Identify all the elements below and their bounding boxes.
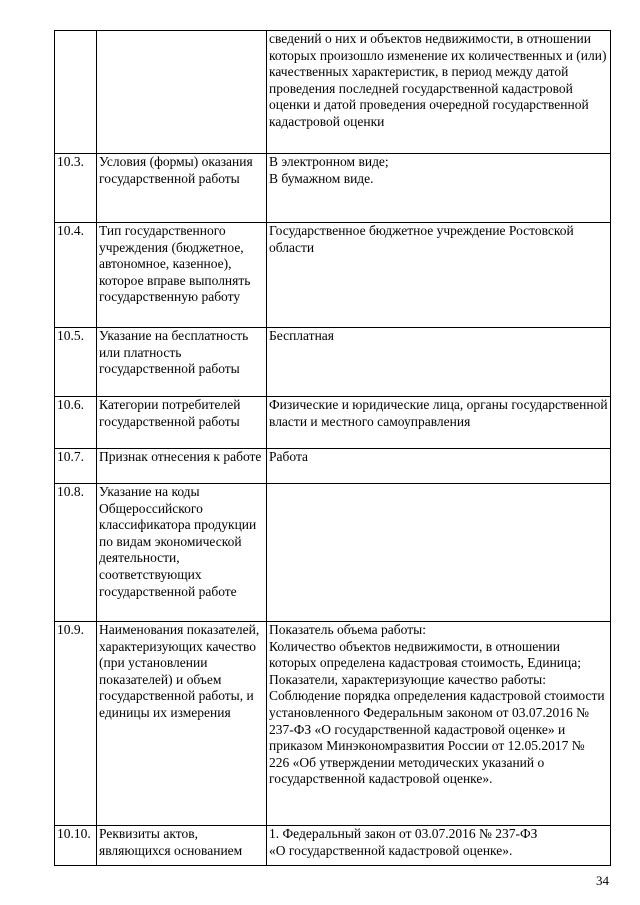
row-number: 10.10. bbox=[55, 826, 97, 866]
row-value bbox=[267, 826, 611, 866]
table-row bbox=[55, 826, 611, 866]
row-number: 10.7. bbox=[55, 449, 97, 484]
value-line: «О государственной кадастровой оценке». bbox=[269, 842, 513, 858]
value-line: Количество объектов недвижимости, в отношении которых определена кадастровая стоимость, Единица; Показатели, характеризующие качество работы: bbox=[269, 638, 581, 687]
table-row bbox=[55, 397, 611, 449]
row-value bbox=[267, 622, 611, 826]
table-row bbox=[55, 622, 611, 826]
value-line: 1. Федеральный закон от 03.07.2016 № 237-ФЗ bbox=[269, 826, 538, 841]
row-number: 10.8. bbox=[55, 484, 97, 622]
value-line: Показатель объема работы: bbox=[269, 622, 426, 637]
row-number: 10.5. bbox=[55, 328, 97, 397]
row-name: Условия (формы) оказания государственной работы bbox=[97, 154, 267, 223]
row-number bbox=[55, 31, 97, 154]
table-row bbox=[55, 223, 611, 328]
row-number: 10.3. bbox=[55, 154, 97, 223]
value-line: В бумажном виде. bbox=[269, 170, 374, 186]
row-value: Бесплатная bbox=[267, 328, 611, 397]
row-name: Указание на коды Общероссийского классификатора продукции по видам экономической деятельности, соответствующих государственной работе bbox=[97, 484, 267, 622]
row-number: 10.4. bbox=[55, 223, 97, 328]
row-name: Тип государственного учреждения (бюджетное, автономное, казенное), которое вправе выполнять государственную работу bbox=[97, 223, 267, 328]
row-name bbox=[97, 31, 267, 154]
row-value bbox=[267, 154, 611, 223]
row-value bbox=[267, 484, 611, 622]
table-row bbox=[55, 484, 611, 622]
row-value: Государственное бюджетное учреждение Ростовской области bbox=[267, 223, 611, 328]
table-row bbox=[55, 31, 611, 154]
row-name: Категории потребителей государственной работы bbox=[97, 397, 267, 449]
value-line: Соблюдение порядка определения кадастровой стоимости установленного Федеральным законом от 03.07.2016 № 237-ФЗ «О государственной кадастровой оценке» и приказом Минэкономразвития России от 12.05.2017 № 226 «Об утверждении методических указаний о государственной кадастровой оценке». bbox=[269, 688, 605, 787]
row-value: Работа bbox=[267, 449, 611, 484]
table-row bbox=[55, 449, 611, 484]
table-row bbox=[55, 328, 611, 397]
row-name: Реквизиты актов, являющихся основанием bbox=[97, 826, 267, 866]
row-name: Признак отнесения к работе bbox=[97, 449, 267, 484]
page-number: 34 bbox=[596, 873, 609, 888]
table-row bbox=[55, 154, 611, 223]
row-number: 10.6. bbox=[55, 397, 97, 449]
row-value: Физические и юридические лица, органы государственной власти и местного самоуправления bbox=[267, 397, 611, 449]
row-name: Указание на бесплатность или платность государственной работы bbox=[97, 328, 267, 397]
row-number: 10.9. bbox=[55, 622, 97, 826]
value-line: В электронном виде; bbox=[269, 154, 389, 169]
document-table bbox=[54, 30, 611, 866]
row-value: сведений о них и объектов недвижимости, в отношении которых произошло изменение их количественных и (или) качественных характеристик, в период между датой проведения последней государственной кадастровой оценки и датой проведения очередной государственной кадастровой оценки bbox=[267, 31, 611, 154]
row-name: Наименования показателей, характеризующих качество (при установлении показателей) и объем государственной работы, и единицы их измерения bbox=[97, 622, 267, 826]
